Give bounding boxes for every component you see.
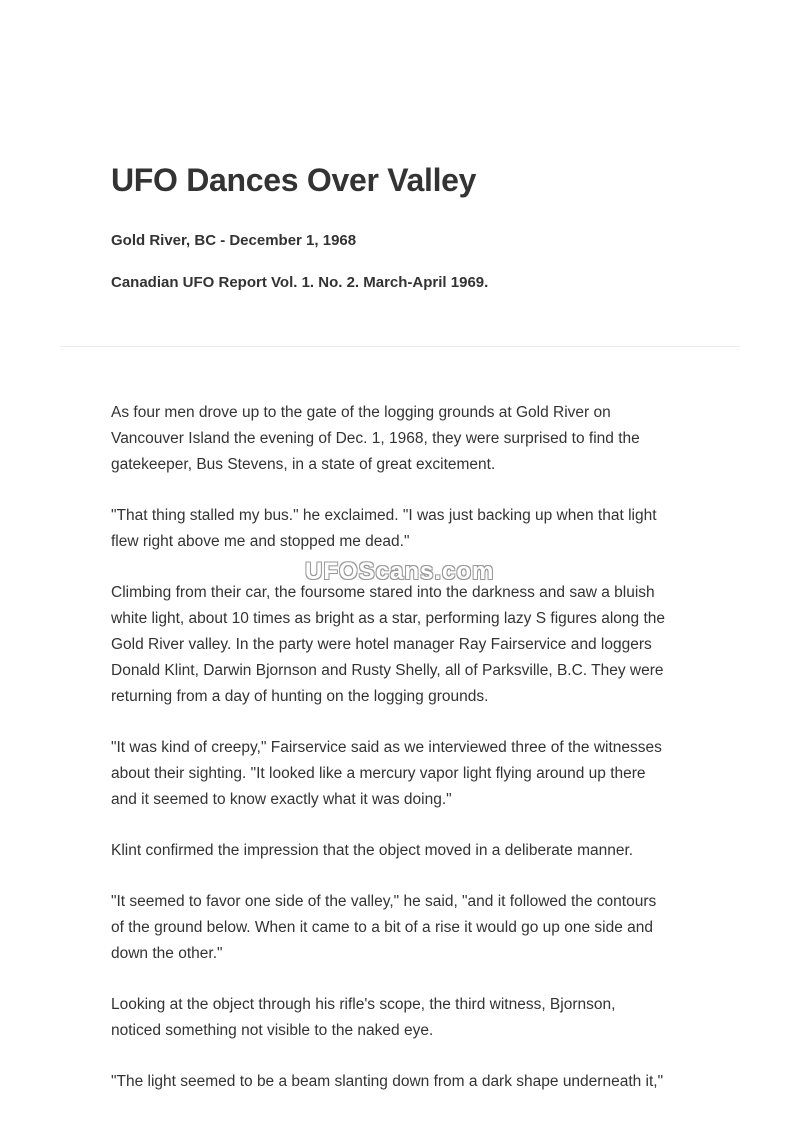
paragraph-line: gatekeeper, Bus Stevens, in a state of great excitement. <box>111 456 496 473</box>
paragraph <box>111 889 711 967</box>
paragraph <box>111 838 711 864</box>
paragraph <box>111 992 711 1044</box>
source-citation: Canadian UFO Report Vol. 1. No. 2. March-April 1969. <box>111 274 489 291</box>
paragraph-line: Vancouver Island the evening of Dec. 1, 1968, they were surprised to find the <box>111 430 640 447</box>
paragraph-line: and it seemed to know exactly what it was doing." <box>111 791 452 808</box>
paragraph-line: flew right above me and stopped me dead." <box>111 533 410 550</box>
paragraph-line: "That thing stalled my bus." he exclaimed. "I was just backing up when that light <box>111 507 657 524</box>
article-body <box>111 400 711 1120</box>
paragraph <box>111 400 711 478</box>
paragraph-line: As four men drove up to the gate of the logging grounds at Gold River on <box>111 404 611 421</box>
paragraph-line: Donald Klint, Darwin Bjornson and Rusty Shelly, all of Parksville, B.C. They were <box>111 662 664 679</box>
paragraph-line: "The light seemed to be a beam slanting down from a dark shape underneath it," <box>111 1073 664 1090</box>
paragraph-line: returning from a day of hunting on the logging grounds. <box>111 688 489 705</box>
paragraph-line: Klint confirmed the impression that the object moved in a deliberate manner. <box>111 842 634 859</box>
paragraph-line: down the other." <box>111 945 223 962</box>
paragraph <box>111 735 711 813</box>
paragraph-line: white light, about 10 times as bright as a star, performing lazy S figures along the <box>111 610 665 627</box>
divider <box>60 346 740 347</box>
article-title: UFO Dances Over Valley <box>111 162 477 198</box>
paragraph <box>111 580 711 710</box>
paragraph-line: Gold River valley. In the party were hotel manager Ray Fairservice and loggers <box>111 636 652 653</box>
watermark: UFOScans.com <box>305 558 495 585</box>
paragraph-line: Climbing from their car, the foursome stared into the darkness and saw a bluish <box>111 584 655 601</box>
paragraph <box>111 503 711 555</box>
paragraph-line: about their sighting. "It looked like a mercury vapor light flying around up there <box>111 765 646 782</box>
paragraph-line: noticed something not visible to the naked eye. <box>111 1022 434 1039</box>
paragraph-line: of the ground below. When it came to a bit of a rise it would go up one side and <box>111 919 653 936</box>
paragraph-line: "It seemed to favor one side of the valley," he said, "and it followed the contours <box>111 893 657 910</box>
location-date: Gold River, BC - December 1, 1968 <box>111 232 357 249</box>
paragraph <box>111 1069 711 1095</box>
paragraph-line: "It was kind of creepy," Fairservice said as we interviewed three of the witnesses <box>111 739 662 756</box>
paragraph-line: Looking at the object through his rifle's scope, the third witness, Bjornson, <box>111 996 616 1013</box>
